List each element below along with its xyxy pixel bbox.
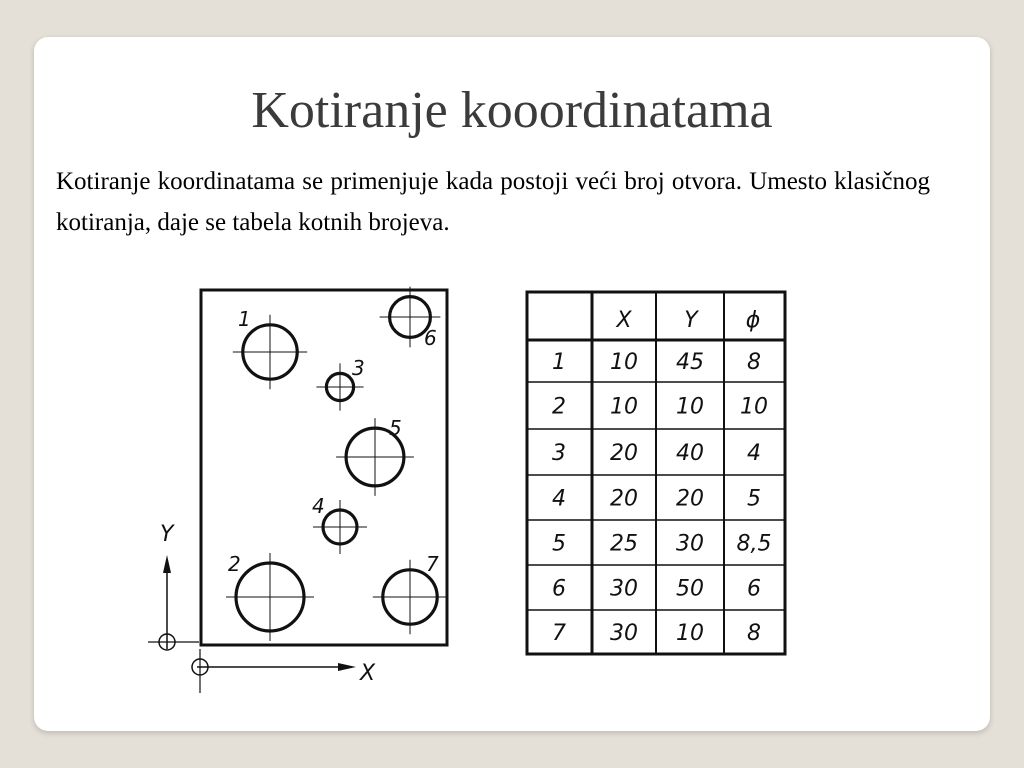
hole-7 [373, 552, 447, 634]
hole-label: 1 [238, 307, 251, 331]
table-cell: 25 [610, 531, 638, 557]
y-axis-label: Y [160, 522, 174, 547]
table-header-y: Y [684, 308, 698, 333]
y-axis-arrow-icon [163, 555, 171, 573]
table-cell: 6 [747, 576, 761, 602]
plate-drawing [148, 287, 447, 693]
x-axis-label: X [360, 661, 376, 686]
slide-paragraph: Kotiranje koordinatama se primenjuje kada postoji veći broj otvora. Umesto klasičnog kotiranja, daje se tabela kotnih brojeva. [56, 168, 930, 236]
table-body [552, 350, 772, 646]
table-cell: 8,5 [736, 531, 772, 557]
table-cell: 10 [740, 394, 768, 420]
holes-layer [226, 287, 447, 641]
technical-figure [34, 37, 990, 731]
table-row-index: 7 [552, 621, 566, 646]
table-cell: 4 [747, 441, 761, 466]
table-cell: 45 [676, 350, 704, 375]
table-row-index: 1 [552, 350, 566, 375]
table-row-index: 6 [552, 576, 566, 602]
table-cell: 30 [610, 576, 638, 602]
table-cell: 30 [610, 621, 638, 646]
table-cell: 30 [676, 531, 704, 557]
table-row-index: 2 [552, 394, 566, 420]
table-headers [615, 308, 760, 333]
hole-2 [226, 552, 314, 641]
hole-label: 6 [424, 326, 437, 350]
hole-4 [312, 494, 367, 554]
table-row-index: 3 [552, 441, 566, 466]
hole-6 [380, 287, 441, 350]
table-cell: 20 [610, 486, 638, 512]
table-row [552, 532, 772, 557]
hole-1 [233, 307, 307, 389]
table-row-index: 5 [552, 531, 566, 557]
table-cell: 8 [747, 621, 761, 646]
slide [34, 37, 990, 731]
table-cell: 40 [676, 441, 704, 466]
table-cell: 10 [610, 394, 638, 420]
table-cell: 20 [610, 441, 638, 466]
table-row [552, 395, 768, 420]
table-cell: 20 [676, 486, 704, 512]
hole-5 [336, 416, 414, 496]
x-axis-arrow-icon [338, 663, 356, 671]
hole-label: 7 [426, 552, 439, 576]
table-cell: 8 [747, 350, 761, 375]
table-cell: 10 [676, 621, 704, 646]
table-header-x: X [616, 308, 632, 333]
table-header-diameter: ϕ [745, 308, 761, 333]
hole-3 [316, 356, 364, 411]
coordinate-table [527, 292, 785, 654]
hole-label: 2 [228, 552, 241, 576]
table-row-index: 4 [552, 486, 566, 512]
table-cell: 10 [610, 350, 638, 375]
slide-title: Kotiranje kooordinatama [251, 82, 773, 139]
table-cell: 5 [747, 486, 761, 512]
table-cell: 10 [676, 394, 704, 420]
hole-label: 5 [389, 416, 402, 440]
table-cell: 50 [676, 576, 704, 602]
hole-label: 3 [352, 356, 365, 380]
hole-label: 4 [312, 494, 325, 518]
